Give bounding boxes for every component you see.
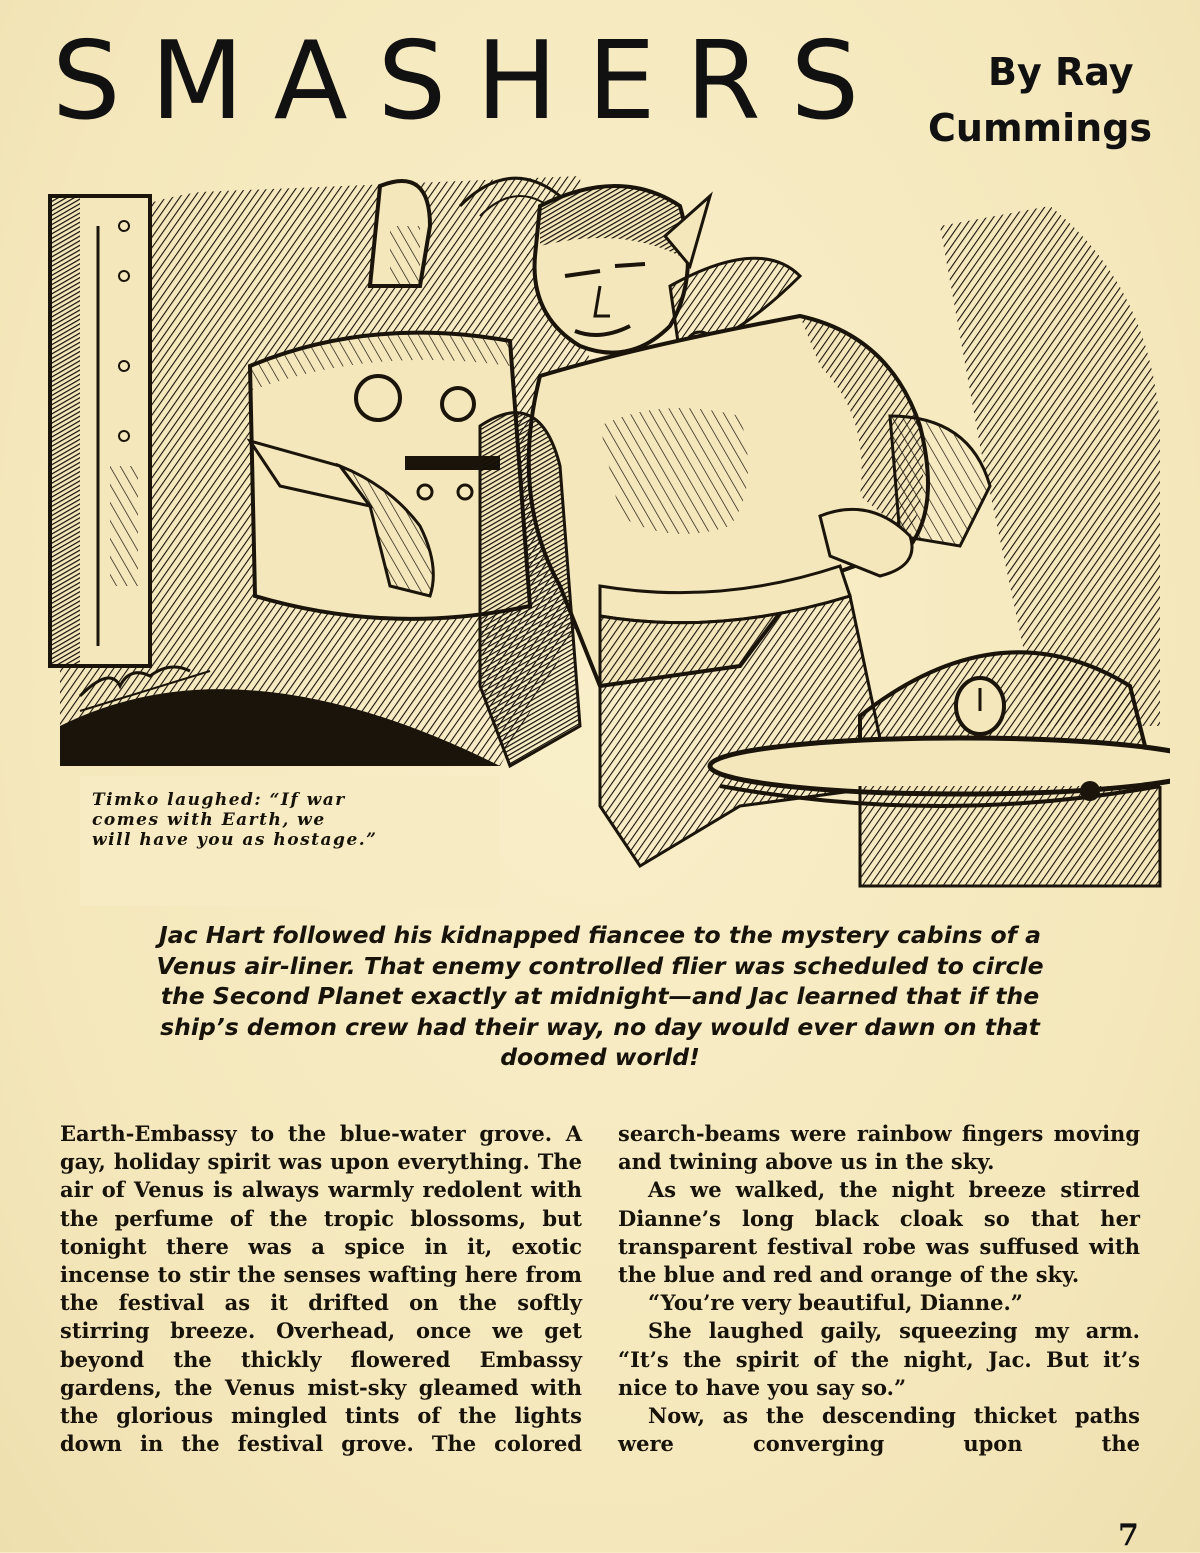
byline-line-2: Cummings — [928, 106, 1153, 150]
caption-line-2: comes with Earth, we — [92, 810, 326, 830]
illustration-caption — [92, 790, 382, 850]
page-number: 7 — [1118, 1518, 1139, 1553]
body-paragraph: Now, as the descending thicket paths were converging upon the — [618, 1403, 1140, 1457]
caption-line-3: will have you as hostage.” — [92, 830, 378, 850]
story-title: SMASHERS — [52, 19, 890, 144]
body-paragraph: “You’re very beautiful, Dianne.” — [648, 1290, 1023, 1316]
body-paragraph: search-beams were rainbow fingers moving and twining above us in the sky. — [618, 1121, 1140, 1175]
caption-line-1: Timko laughed: “If war — [92, 790, 346, 810]
byline-line-1: By Ray — [988, 50, 1134, 94]
byline — [928, 44, 1153, 156]
body-column-left — [60, 1120, 582, 1458]
body-paragraph: She laughed gaily, squeezing my arm. “It’s the spirit of the night, Jac. But it’s nice to have you say so.” — [618, 1318, 1140, 1400]
body-column-right — [618, 1120, 1140, 1458]
body-paragraph: Earth-Embassy to the blue-water grove. A gay, holiday spirit was upon everything. The air of Venus is always warmly redolent with the perfume of the tropic blossoms, but tonight there was a spice in it, exotic incense to stir the senses wafting here from the festival as it drifted on the softly stirring breeze. Overhead, once we get beyond the thickly flowered Embassy gardens, the Venus mist-sky gleamed with the glorious mingled tints of the lights down in the festival grove. The colored — [60, 1121, 582, 1457]
body-paragraph: As we walked, the night breeze stirred Dianne’s long black cloak so that her transparent festival robe was suffused with the blue and red and orange of the sky. — [618, 1177, 1140, 1288]
wall-panel — [50, 196, 150, 666]
story-intro-blurb: Jac Hart followed his kidnapped fiancee to the mystery cabins of a Venus air-liner. That enemy controlled flier was scheduled to circle the Second Planet exactly at midnight—and Jac learned that if the ship’s demon crew had their way, no day would ever dawn on that doomed world! — [156, 921, 1044, 1071]
